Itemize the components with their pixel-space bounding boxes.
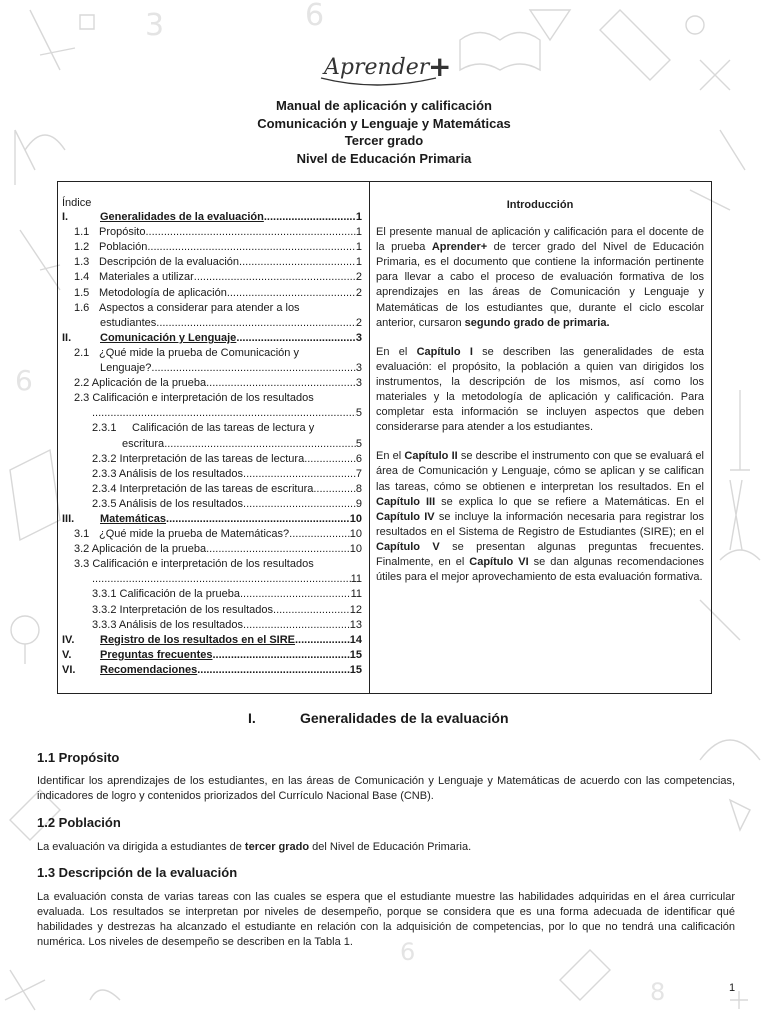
toc-page-number: 15: [349, 663, 362, 676]
toc-page-number: 15: [349, 648, 362, 661]
toc-entry[interactable]: [62, 436, 362, 451]
toc-label: Metodología de aplicación: [99, 286, 227, 299]
text-run: segundo grado de primaria.: [464, 316, 610, 329]
toc-entry[interactable]: [62, 663, 362, 678]
text-run: se presentan algunas preguntas frecuentes. Finalmente, en el: [376, 540, 705, 568]
toc-number: 3.1: [74, 528, 90, 541]
toc-label: Matemáticas: [100, 512, 167, 525]
toc-label: Aspectos a considerar para atender a los: [99, 301, 300, 314]
toc-entry[interactable]: [62, 406, 362, 421]
svg-text:6: 6: [305, 0, 325, 33]
toc-entry[interactable]: [62, 572, 362, 587]
toc-label: 2.3.2 Interpretación de las tareas de lectura: [92, 452, 305, 465]
toc-leader-dots: [92, 572, 351, 587]
toc-label: 2.3.5 Análisis de los resultados: [92, 497, 244, 510]
toc-entry[interactable]: [62, 633, 362, 648]
toc-entry[interactable]: [62, 285, 362, 300]
toc-entry[interactable]: [62, 587, 362, 602]
svg-text:6: 6: [15, 364, 33, 397]
toc-entry[interactable]: [62, 482, 362, 497]
toc-leader-dots: [289, 527, 350, 542]
toc-leader-dots: [240, 587, 351, 602]
toc-leader-dots: [227, 286, 356, 301]
text-run: Aprender+: [431, 241, 488, 254]
toc-label: 3.3 Calificación e interpretación de los resultados: [74, 558, 314, 571]
text-run: se explica lo que se refiere a Matemáticas. En el: [435, 495, 704, 508]
toc-number: 1.3: [74, 256, 90, 269]
toc-number: 1.1: [74, 226, 90, 239]
svg-text:Aprender: Aprender: [324, 55, 430, 80]
toc-leader-dots: [194, 270, 356, 285]
text-run: Capítulo II: [404, 450, 458, 463]
toc-label: ¿Qué mide la prueba de Matemáticas?: [99, 528, 290, 541]
toc-number: II.: [62, 331, 72, 344]
toc-page-number: 7: [355, 467, 362, 480]
toc-leader-dots: [164, 437, 356, 452]
heading-poblacion: 1.2 Población: [37, 815, 121, 830]
intro-paragraph-2: [376, 345, 704, 436]
toc-leader-dots: [145, 225, 355, 240]
toc-page-number: 10: [349, 543, 362, 556]
section-title: Generalidades de la evaluación: [300, 710, 509, 726]
page-number: 1: [729, 982, 736, 994]
section-number: I.: [248, 710, 256, 726]
table-divider: [369, 182, 370, 693]
toc-leader-dots: [313, 482, 356, 497]
introduction: [376, 198, 704, 599]
toc-entry[interactable]: [62, 331, 362, 346]
title-line-2: Comunicación y Lenguaje y Matemáticas: [257, 115, 511, 131]
toc-leader-dots: [243, 497, 356, 512]
document-title: [0, 97, 768, 167]
toc-entry[interactable]: [62, 255, 362, 270]
toc-number: I.: [62, 211, 69, 224]
toc-leader-dots: [273, 603, 350, 618]
paragraph-descripcion: La evaluación consta de varias tareas con las cuales se espera que el estudiante muestre las habilidades adquiridas en el área curricular evaluada. Los resultados se interpretan por niveles de desempeño, porque se considera que es una forma adecuada de identificar qué habilidades y destrezas ha alcanzado el estudiante en relación con la adquisición de competencias, por lo que no tendrá una calificación numérica. Los niveles de desempeño se describen en la Tabla 1.: [37, 891, 735, 949]
toc-label: escritura: [122, 437, 165, 450]
toc-leader-dots: [206, 542, 350, 557]
toc-label: Calificación de las tareas de lectura y: [132, 422, 315, 435]
text-run: Capítulo III: [376, 495, 436, 508]
text-run: La evaluación va dirigida a estudiantes de: [37, 841, 245, 853]
toc-page-number: 5: [355, 437, 362, 450]
toc-entry[interactable]: [62, 316, 362, 331]
toc-number: V.: [62, 648, 72, 661]
toc-entry[interactable]: [62, 618, 362, 633]
toc-leader-dots: [92, 406, 356, 421]
toc-entry[interactable]: [62, 391, 362, 406]
toc-label: Comunicación y Lenguaje: [100, 331, 237, 344]
toc-page-number: 12: [349, 603, 362, 616]
heading-descripcion: 1.3 Descripción de la evaluación: [37, 865, 238, 880]
toc-label: Generalidades de la evaluación: [100, 211, 264, 224]
toc-page-number: 3: [355, 362, 362, 375]
toc-page-number: 10: [349, 512, 362, 525]
toc-page-number: 14: [349, 633, 362, 646]
toc-leader-dots: [304, 452, 356, 467]
paragraph-proposito: Identificar los aprendizajes de los estudiantes, en las áreas de Comunicación y Lenguaje y Matemáticas de acuerdo con las competencias, indicadores de logro y contenidos priorizados del Currículo Nacional Base (CNB).: [37, 775, 735, 803]
toc-number: VI.: [62, 663, 76, 676]
toc-number: 2.1: [74, 346, 90, 359]
toc-label: Preguntas frecuentes: [100, 648, 213, 661]
toc-entry[interactable]: [62, 512, 362, 527]
intro-paragraph-1: [376, 225, 704, 331]
svg-text:+: +: [428, 50, 452, 83]
toc-leader-dots: [197, 663, 350, 678]
toc-entry[interactable]: [62, 225, 362, 240]
toc-leader-dots: [236, 331, 356, 346]
toc-entry[interactable]: [62, 301, 362, 316]
toc-page-number: 1: [355, 226, 362, 239]
toc-number: 1.6: [74, 301, 90, 314]
toc-label: Población: [99, 241, 148, 254]
toc-label: 3.3.3 Análisis de los resultados: [92, 618, 244, 631]
toc-number: 1.5: [74, 286, 90, 299]
title-line-3: Tercer grado: [344, 133, 424, 148]
toc-entry[interactable]: [62, 497, 362, 512]
toc-leader-dots: [264, 210, 356, 225]
toc-leader-dots: [295, 633, 350, 648]
toc-label: Descripción de la evaluación: [99, 256, 240, 269]
toc-label: Propósito: [99, 226, 146, 239]
toc-entry[interactable]: [62, 270, 362, 285]
toc-page-number: 13: [349, 618, 362, 631]
toc-leader-dots: [243, 467, 356, 482]
toc-page-number: 8: [355, 482, 362, 495]
toc-leader-dots: [156, 316, 356, 331]
table-of-contents: [62, 196, 362, 678]
toc-entry[interactable]: [62, 557, 362, 572]
aprender-logo: [316, 48, 456, 92]
intro-title: Introducción: [506, 199, 574, 211]
toc-leader-dots: [243, 618, 350, 633]
toc-page-number: 1: [355, 256, 362, 269]
toc-entry[interactable]: [62, 602, 362, 617]
toc-leader-dots: [147, 240, 356, 255]
text-run: El presente manual de aplicación y calificación para el docente de la prueba: [376, 226, 704, 254]
toc-page-number: 2: [355, 286, 362, 299]
toc-entry[interactable]: [62, 452, 362, 467]
text-run: Capítulo V: [376, 540, 440, 553]
toc-entry[interactable]: [62, 210, 362, 225]
toc-entry[interactable]: [62, 527, 362, 542]
text-run: Capítulo I: [416, 345, 473, 358]
text-run: de tercer grado del Nivel de Educación Primaria, es el documento que contiene la información pertinente para llevar a cabo el proceso de evaluación formativa de los aprendizajes en las áreas de Comunicación y Lenguaje y Matemáticas de los estudiantes que, durante el ciclo escolar anterior, cursaron: [376, 241, 704, 329]
toc-page-number: 11: [350, 588, 362, 601]
toc-page-number: 10: [349, 528, 362, 541]
toc-page-number: 3: [355, 331, 362, 344]
toc-page-number: 6: [355, 452, 362, 465]
toc-entry[interactable]: [62, 467, 362, 482]
text-run: del Nivel de Educación Primaria.: [309, 841, 472, 853]
toc-label: ¿Qué mide la prueba de Comunicación y: [99, 346, 299, 359]
text-run: se describe el instrumento con que se evaluará el área de Comunicación y Lenguaje, cómo se aplican y se califican las tareas, cómo se obtienen e interpretan los resultados. En el: [376, 450, 704, 493]
toc-leader-dots: [206, 376, 356, 391]
toc-label: 2.3 Calificación e interpretación de los resultados: [74, 392, 314, 405]
toc-page-number: 3: [355, 377, 362, 390]
svg-text:8: 8: [650, 978, 666, 1006]
heading-proposito: 1.1 Propósito: [37, 750, 120, 765]
title-line-4: Nivel de Educación Primaria: [296, 150, 472, 166]
toc-page-number: 1: [355, 241, 362, 254]
toc-page-number: 11: [350, 573, 362, 586]
toc-label: Recomendaciones: [100, 663, 198, 676]
toc-number: 1.2: [74, 241, 90, 254]
toc-leader-dots: [166, 512, 350, 527]
toc-page-number: 2: [355, 316, 362, 329]
toc-label: Registro de los resultados en el SIRE: [100, 633, 295, 646]
intro-paragraph-3: [376, 449, 704, 585]
svg-text:3: 3: [145, 8, 165, 43]
text-run: se describen las generalidades de esta evaluación: el propósito, la población a quien van dirigidos los instrumentos, la descripción de los mismos, así como los materiales y la metodología de aplicación y calificación. Para completar esta información se incluyen aspectos que deben considerarse para atender a los estudiantes.: [376, 345, 704, 434]
toc-entry[interactable]: [62, 346, 362, 361]
toc-number: III.: [62, 512, 75, 525]
toc-entry[interactable]: [62, 376, 362, 391]
toc-entry[interactable]: [62, 361, 362, 376]
text-run: Capítulo IV: [376, 510, 435, 523]
text-run: se dan algunas recomendaciones útiles para el mejor aprovechamiento de esta evaluación formativa.: [376, 555, 705, 584]
toc-entry[interactable]: [62, 421, 362, 436]
toc-number: 2.3.1: [92, 422, 117, 435]
toc-number: IV.: [62, 633, 75, 646]
toc-entry[interactable]: [62, 240, 362, 255]
paragraph-poblacion: [37, 840, 735, 855]
toc-leader-dots: [239, 255, 356, 270]
toc-label: Lenguaje?: [100, 362, 152, 375]
toc-label: 3.3.1 Calificación de la prueba: [92, 588, 240, 601]
svg-text:6: 6: [400, 938, 416, 966]
text-run: Capítulo VI: [469, 555, 529, 568]
text-run: En el: [376, 345, 417, 358]
toc-entry[interactable]: [62, 542, 362, 557]
toc-label: 2.2 Aplicación de la prueba: [74, 377, 207, 390]
toc-number: 1.4: [74, 271, 90, 284]
toc-label: 2.3.4 Interpretación de las tareas de escritura: [92, 482, 314, 495]
toc-label: 2.3.3 Análisis de los resultados: [92, 467, 244, 480]
toc-title: Índice: [62, 197, 92, 209]
toc-label: Materiales a utilizar: [99, 271, 194, 284]
toc-page-number: 1: [355, 211, 362, 224]
text-run: tercer grado: [244, 841, 310, 853]
toc-label: estudiantes: [100, 316, 157, 329]
toc-entry[interactable]: [62, 648, 362, 663]
toc-leader-dots: [151, 361, 355, 376]
toc-label: 3.2 Aplicación de la prueba: [74, 543, 207, 556]
toc-page-number: 2: [355, 271, 362, 284]
toc-label: 3.3.2 Interpretación de los resultados: [92, 603, 274, 616]
title-line-1: Manual de aplicación y calificación: [275, 98, 493, 113]
toc-page-number: 5: [355, 407, 362, 420]
section-heading: [248, 710, 509, 726]
toc-page-number: 9: [355, 497, 362, 510]
text-run: se incluye la información necesaria para registrar los resultados en el Sistema de Registro de Estudiantes (SIRE); en el: [376, 510, 704, 538]
text-run: En el: [376, 450, 405, 463]
toc-leader-dots: [212, 648, 349, 663]
